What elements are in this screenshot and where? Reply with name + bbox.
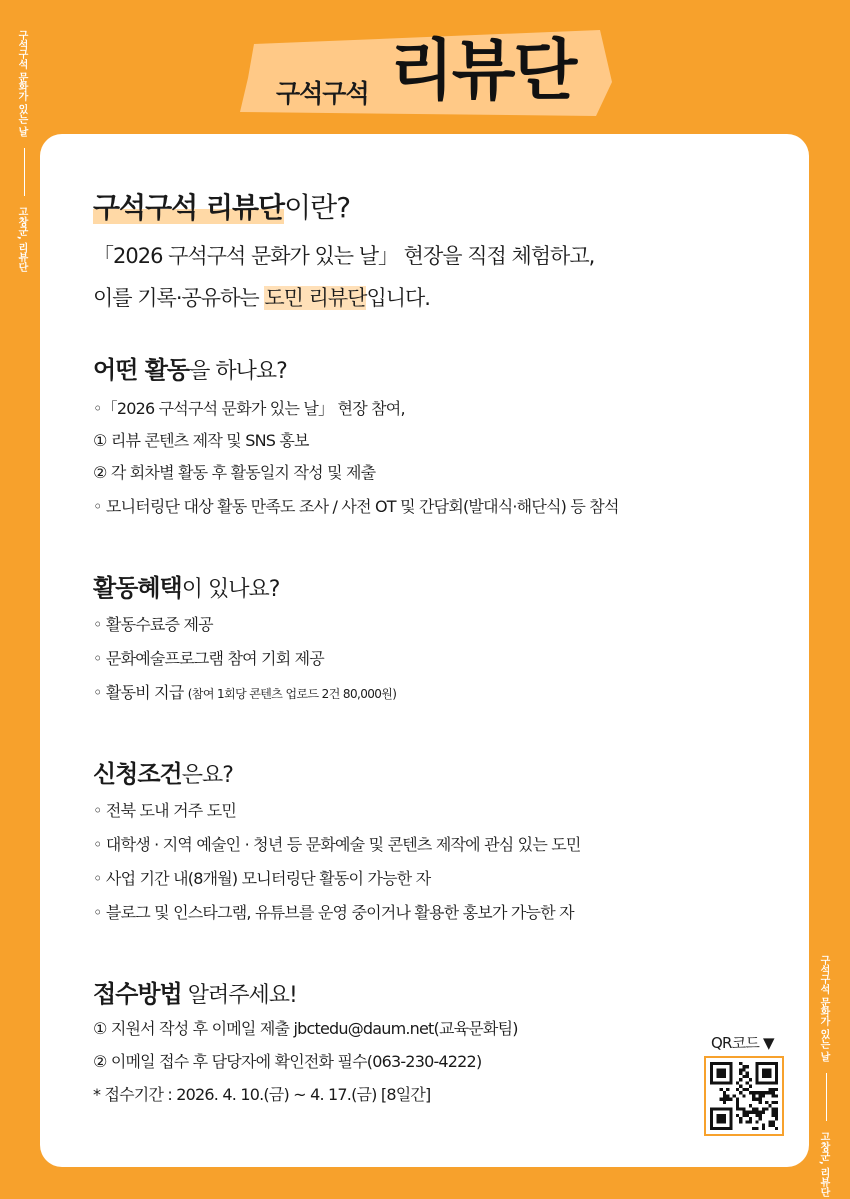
side-left-bottom: 고창군, 리뷰단 <box>16 206 27 272</box>
activity-item: ① 리뷰 콘텐츠 제작 및 SNS 홍보 <box>93 431 309 450</box>
intro-title <box>93 186 350 226</box>
header-banner <box>240 30 612 116</box>
banner-small-text: 구석구석 <box>276 79 369 108</box>
intro-title-rest: 이란? <box>284 191 351 224</box>
activities-title-strong: 어떤 활동 <box>93 356 190 384</box>
side-right-divider <box>826 1073 827 1121</box>
intro-line-2-pre: 이를 기록·공유하는 <box>93 286 265 310</box>
intro-line-2 <box>93 282 430 312</box>
activity-item: ◦「2026 구석구석 문화가 있는 날」 현장 참여, <box>93 399 405 418</box>
apply-item: * 접수기간 : 2026. 4. 10.(금) ~ 4. 17.(금) [8일간] <box>93 1085 431 1104</box>
side-right-top: 구석구석 문화가 있는 날 <box>818 955 829 1062</box>
activity-item: ◦ 모니터링단 대상 활동 만족도 조사 / 사전 OT 및 간담회(발대식·해단식) 등 참석 <box>93 497 619 516</box>
intro-line-1: 「2026 구석구석 문화가 있는 날」 현장을 직접 체험하고, <box>93 244 595 268</box>
apply-item: ① 지원서 작성 후 이메일 제출 jbctedu@daum.net(교육문화팀) <box>93 1019 518 1038</box>
banner-title: 리뷰단 <box>390 32 576 109</box>
side-left-top: 구석구석 문화가 있는 날 <box>16 30 27 137</box>
intro-line-2-post: 입니다. <box>366 286 430 310</box>
benefits-title-rest: 이 있나요? <box>181 577 280 602</box>
benefit-pay-note: (참여 1회당 콘텐츠 업로드 2건 80,000원) <box>187 687 397 701</box>
condition-item: ◦ 블로그 및 인스타그램, 유튜브를 운영 중이거나 활용한 홍보가 가능한 자 <box>93 903 574 922</box>
benefit-pay-main: ◦ 활동비 지급 <box>93 683 188 702</box>
qr-label: QR코드 ▼ <box>711 1034 774 1052</box>
apply-item: ② 이메일 접수 후 담당자에 확인전화 필수(063-230-4222) <box>93 1052 482 1071</box>
benefit-item: ◦ 문화예술프로그램 참여 기회 제공 <box>93 649 324 668</box>
qr-code-graphic <box>710 1062 778 1130</box>
qr-code-icon[interactable] <box>704 1056 784 1136</box>
side-left-divider <box>24 148 25 196</box>
apply-title-strong: 접수방법 <box>93 980 182 1008</box>
intro-title-strong: 구석구석 리뷰단 <box>93 191 285 224</box>
condition-item: ◦ 전북 도내 거주 도민 <box>93 801 237 820</box>
section-title-apply <box>93 974 297 1009</box>
conditions-title-strong: 신청조건 <box>93 760 182 788</box>
condition-item: ◦ 사업 기간 내(8개월) 모니터링단 활동이 가능한 자 <box>93 869 431 888</box>
benefit-item-pay <box>93 680 396 703</box>
benefits-title-strong: 활동혜택 <box>93 574 182 602</box>
activity-item: ② 각 회차별 활동 후 활동일지 작성 및 제출 <box>93 463 376 482</box>
apply-title-rest: 알려주세요! <box>181 983 297 1008</box>
section-title-benefits <box>93 568 279 603</box>
condition-item: ◦ 대학생 · 지역 예술인 · 청년 등 문화예술 및 콘텐츠 제작에 관심 있는 도민 <box>93 835 581 854</box>
section-title-conditions <box>93 754 233 789</box>
intro-line-2-mark: 도민 리뷰단 <box>264 286 367 310</box>
side-text-right <box>816 955 831 1197</box>
side-text-left <box>14 30 29 272</box>
side-right-bottom: 고창군, 리뷰단 <box>818 1131 829 1197</box>
section-title-activities <box>93 350 287 385</box>
conditions-title-rest: 은요? <box>181 763 233 788</box>
activities-title-rest: 을 하나요? <box>189 359 287 384</box>
benefit-item: ◦ 활동수료증 제공 <box>93 615 213 634</box>
